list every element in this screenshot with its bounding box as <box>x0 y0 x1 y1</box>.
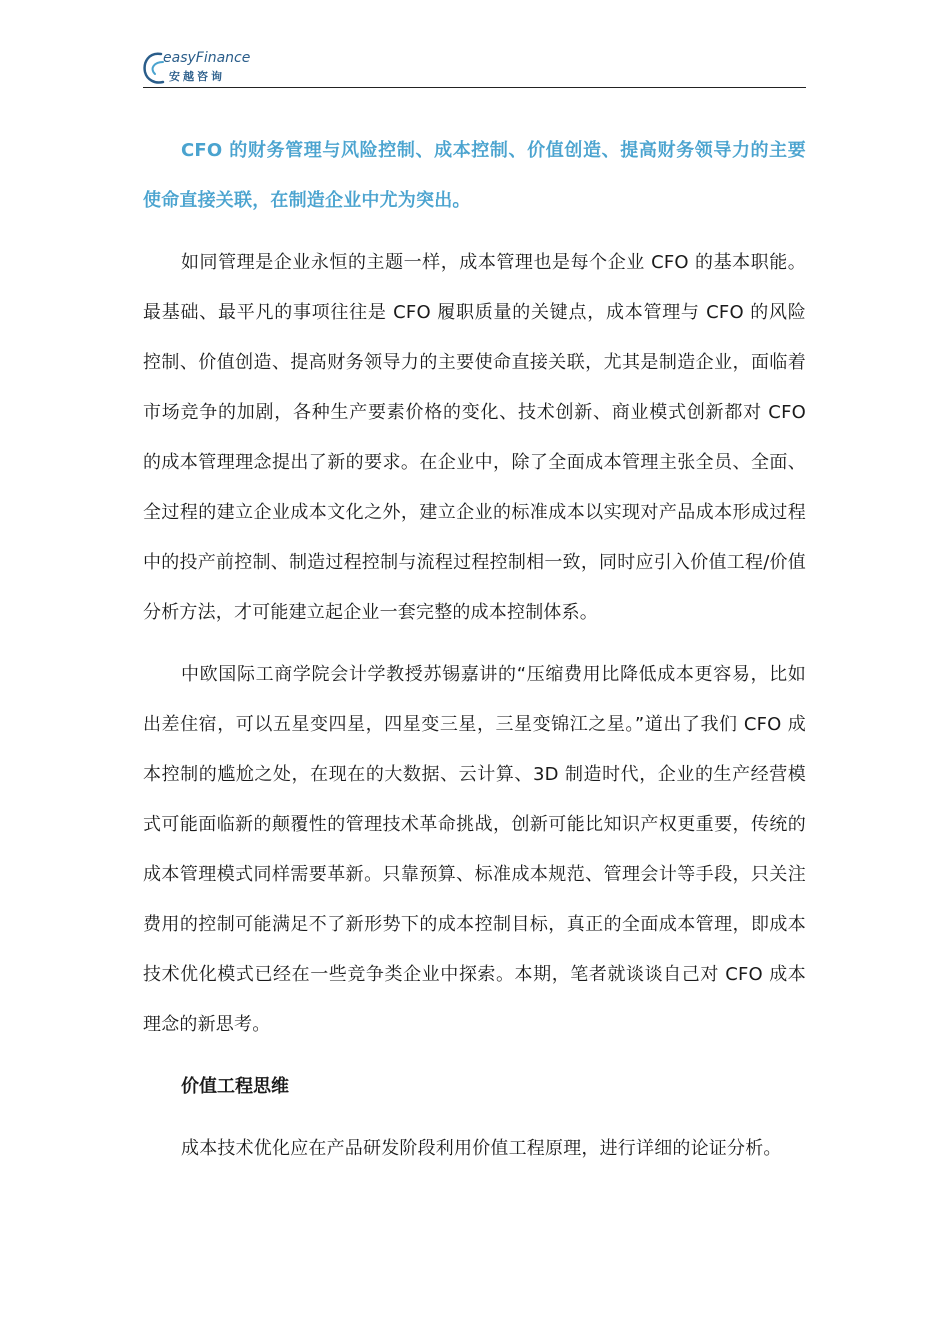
logo-swoosh-icon <box>143 50 165 86</box>
section-heading: 价值工程思维 <box>181 1076 289 1097</box>
page-header <box>143 40 806 90</box>
article-body <box>143 126 806 1186</box>
body-paragraph: 中欧国际工商学院会计学教授苏锡嘉讲的“压缩费用比降低成本更容易，比如出差住宿，可以五星变四星，四星变三星，三星变锦江之星。”道出了我们 CFO 成本控制的尴尬之处，在现在的大数据、云计算、3D 制造时代，企业的生产经营模式可能面临新的颠覆性的管理技术革命挑战，创新可能比知识产权更重要，传统的成本管理模式同样需要革新。只靠预算、标准成本规范、管理会计等手段，只关注费用的控制可能满足不了新形势下的成本控制目标，真正的全面成本管理，即成本技术优化模式已经在一些竞争类企业中探索。本期，笔者就谈谈自己对 CFO 成本理念的新思考。 <box>143 664 806 1035</box>
body-paragraph: 如同管理是企业永恒的主题一样，成本管理也是每个企业 CFO 的基本职能。最基础、最平凡的事项往往是 CFO 履职质量的关键点，成本管理与 CFO 的风险控制、价值创造、提高财务领导力的主要使命直接关联，尤其是制造企业，面临着市场竞争的加剧，各种生产要素价格的变化、技术创新、商业模式创新都对 CFO 的成本管理理念提出了新的要求。在企业中，除了全面成本管理主张全员、全面、全过程的建立企业成本文化之外，建立企业的标准成本以实现对产品成本形成过程中的投产前控制、制造过程控制与流程过程控制相一致，同时应引入价值工程/价值分析方法，才可能建立起企业一套完整的成本控制体系。 <box>143 252 806 623</box>
header-divider <box>143 87 806 88</box>
logo-text-cn: 安越咨询 <box>169 70 225 83</box>
section-first-line: 成本技术优化应在产品研发阶段利用价值工程原理，进行详细的论证分析。 <box>181 1138 782 1159</box>
logo-text-en: easyFinance <box>163 50 251 66</box>
easyfinance-logo <box>143 48 263 88</box>
lead-paragraph: CFO 的财务管理与风险控制、成本控制、价值创造、提高财务领导力的主要使命直接关联，在制造企业中尤为突出。 <box>143 140 806 211</box>
